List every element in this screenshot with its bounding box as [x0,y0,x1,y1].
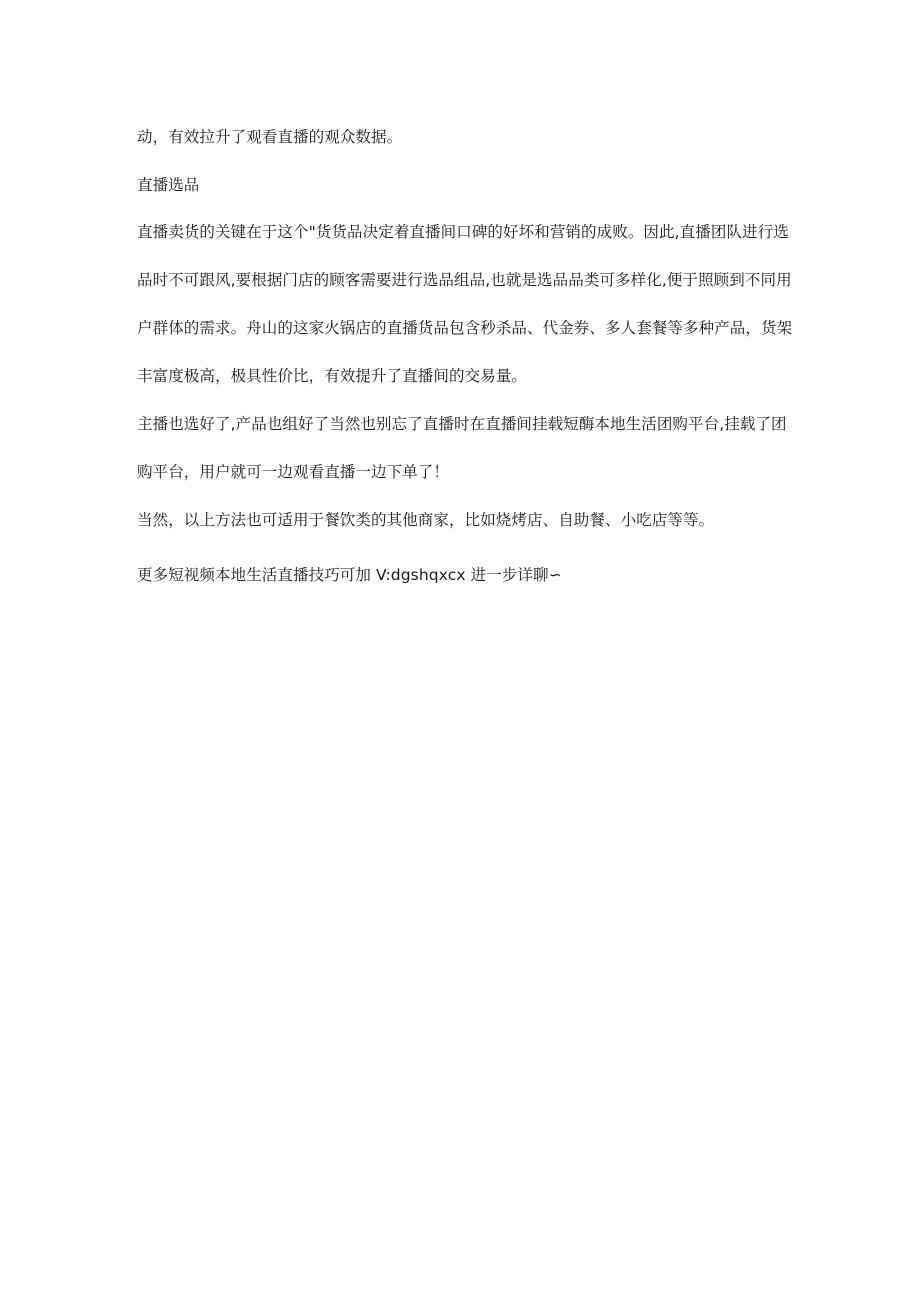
paragraph-line-5: 户群体的需求。舟山的这家火锅店的直播货品包含秒杀品、代金券、多人套餐等多种产品，货架 [137,319,793,337]
section-heading: 直播选品 [137,176,200,194]
paragraph-line-6: 丰富度极高，极具性价比，有效提升了直播间的交易量。 [137,367,528,385]
contact-line: 更多短视频本地生活直播技巧可加 V:dgshqxcx 进一步详聊∽ [137,566,562,584]
paragraph-line-1: 动，有效拉升了观看直播的观众数据。 [137,128,403,146]
paragraph-line-4: 品时不可跟风,要根据门店的顾客需要进行选品组品,也就是选品品类可多样化,便于照顾到不同用 [137,271,792,289]
paragraph-line-3: 直播卖货的关键在于这个"货货品决定着直播间口碑的好坏和营销的成败。因此,直播团队进行选 [137,223,789,241]
paragraph-line-8: 购平台，用户就可一边观看直播一边下单了！ [137,463,450,481]
paragraph-line-7: 主播也选好了,产品也组好了当然也别忘了直播时在直播间挂载短酶本地生活团购平台,挂载了团 [137,415,787,433]
paragraph-line-9: 当然，以上方法也可适用于餐饮类的其他商家，比如烧烤店、自助餐、小吃店等等。 [137,511,715,529]
